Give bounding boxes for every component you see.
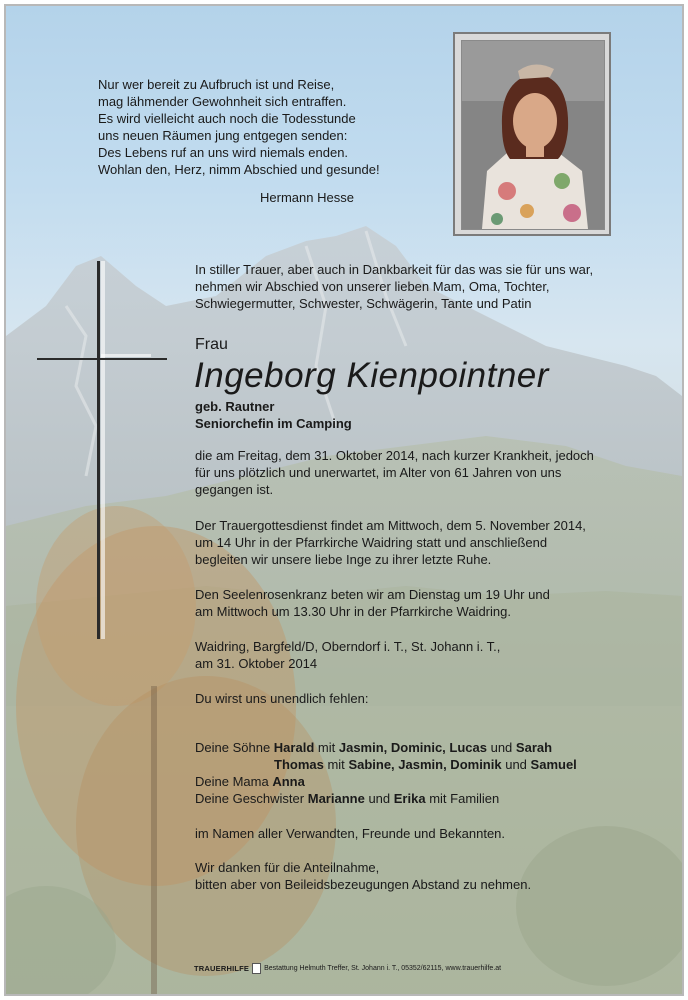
son-family-last: Sarah [515, 740, 553, 755]
deceased-name: Ingeborg Kienpointner [194, 356, 549, 395]
siblings-suffix: mit Familien [429, 791, 500, 806]
miss-line [195, 690, 665, 707]
paragraph-line: Waidring, Bargfeld/D, Oberndorf i. T., St. Johann i. T., [195, 639, 501, 654]
paragraph-line: Wir danken für die Anteilnahme, [195, 860, 380, 875]
and-word: und [368, 791, 391, 806]
family-mother-line [195, 773, 305, 790]
paragraph-line: gegangen ist. [195, 482, 274, 497]
and-word: und [490, 740, 513, 755]
undertaker-info: Bestattung Helmuth Treffer, St. Johann i. T., 05352/62115, www.trauerhilfe.at [264, 965, 502, 972]
intro-text [195, 261, 655, 312]
sibling-name: Erika [393, 791, 426, 806]
poem-line: Nur wer bereit zu Aufbruch ist und Reise, [98, 77, 335, 92]
paragraph-line: Den Seelenrosenkranz beten wir am Dienstag um 19 Uhr und [195, 587, 550, 602]
poem-line: Wohlan den, Herz, nimm Abschied und gesunde! [98, 162, 380, 177]
paragraph-line: Der Trauergottesdienst findet am Mittwoch, dem 5. November 2014, [195, 518, 586, 533]
deceased-details [195, 398, 352, 432]
poem-line: mag lähmender Gewohnheit sich entraffen. [98, 94, 347, 109]
poem-line: Des Lebens ruf an uns wird niemals enden. [98, 145, 349, 160]
and-word: und [505, 757, 527, 772]
sons-label: Deine Söhne [195, 740, 271, 755]
rosary-paragraph [195, 586, 665, 620]
paragraph-line: die am Freitag, dem 31. Oktober 2014, nach kurzer Krankheit, jedoch [195, 448, 594, 463]
paragraph-line: Du wirst uns unendlich fehlen: [195, 691, 369, 706]
son-family: Jasmin, Dominic, Lucas [338, 740, 487, 755]
cross-icon [37, 358, 167, 360]
intro-line: In stiller Trauer, aber auch in Dankbarkeit für das was sie für uns war, [195, 262, 594, 277]
son-name: Harald [273, 740, 315, 755]
intro-line: nehmen wir Abschied von unserer lieben Mam, Oma, Tochter, [195, 279, 550, 294]
with-word: mit [327, 757, 345, 772]
thanks-paragraph [195, 859, 665, 893]
siblings-label: Deine Geschwister [195, 791, 305, 806]
poem-line: uns neuen Räumen jung entgegen senden: [98, 128, 348, 143]
relatives-line [195, 825, 665, 842]
mother-name: Anna [272, 774, 305, 789]
family-sons-line [195, 739, 552, 756]
son-family: Sabine, Jasmin, Dominik [348, 757, 502, 772]
mother-label: Deine Mama [195, 774, 269, 789]
portrait-frame [453, 32, 611, 236]
poem [98, 76, 438, 178]
sibling-name: Marianne [307, 791, 365, 806]
family-sons-line [274, 756, 577, 773]
intro-line: Schwiegermutter, Schwester, Schwägerin, Tante und Patin [195, 296, 532, 311]
poem-line: Es wird vielleicht auch noch die Todesstunde [98, 111, 356, 126]
cross-shadow [101, 354, 151, 357]
undertaker-logo: TRAUERHILFE [194, 964, 250, 973]
with-word: mit [317, 740, 336, 755]
undertaker-mark-icon [252, 963, 261, 974]
parte-card [4, 4, 684, 996]
paragraph-line: im Namen aller Verwandten, Freunde und Bekannten. [195, 826, 506, 841]
cross-icon [97, 261, 100, 639]
death-paragraph [195, 447, 665, 498]
son-name: Thomas [274, 757, 324, 772]
paragraph-line: für uns plötzlich und unerwartet, im Alter von 61 Jahren von uns [195, 465, 562, 480]
poem-author: Hermann Hesse [260, 190, 354, 205]
paragraph-line: bitten aber von Beileidsbezeugungen Abstand zu nehmen. [195, 877, 532, 892]
paragraph-line: um 14 Uhr in der Pfarrkirche Waidring statt und anschließend [195, 535, 548, 550]
deceased-role: Seniorchefin im Camping [195, 416, 352, 431]
cross-shadow [101, 261, 105, 639]
service-paragraph [195, 517, 665, 568]
portrait-illustration [462, 41, 604, 229]
paragraph-line: am 31. Oktober 2014 [195, 656, 318, 671]
paragraph-line: am Mittwoch um 13.30 Uhr in der Pfarrkirche Waidring. [195, 604, 511, 619]
paragraph-line: begleiten wir unsere liebe Inge zu ihrer letzte Ruhe. [195, 552, 492, 567]
portrait-photo [461, 40, 605, 230]
family-siblings-line [195, 790, 499, 807]
birth-name: geb. Rautner [195, 399, 275, 414]
place-date-paragraph [195, 638, 665, 672]
name-prefix: Frau [195, 336, 228, 353]
undertaker-footer [194, 963, 501, 974]
son-family-last: Samuel [530, 757, 577, 772]
